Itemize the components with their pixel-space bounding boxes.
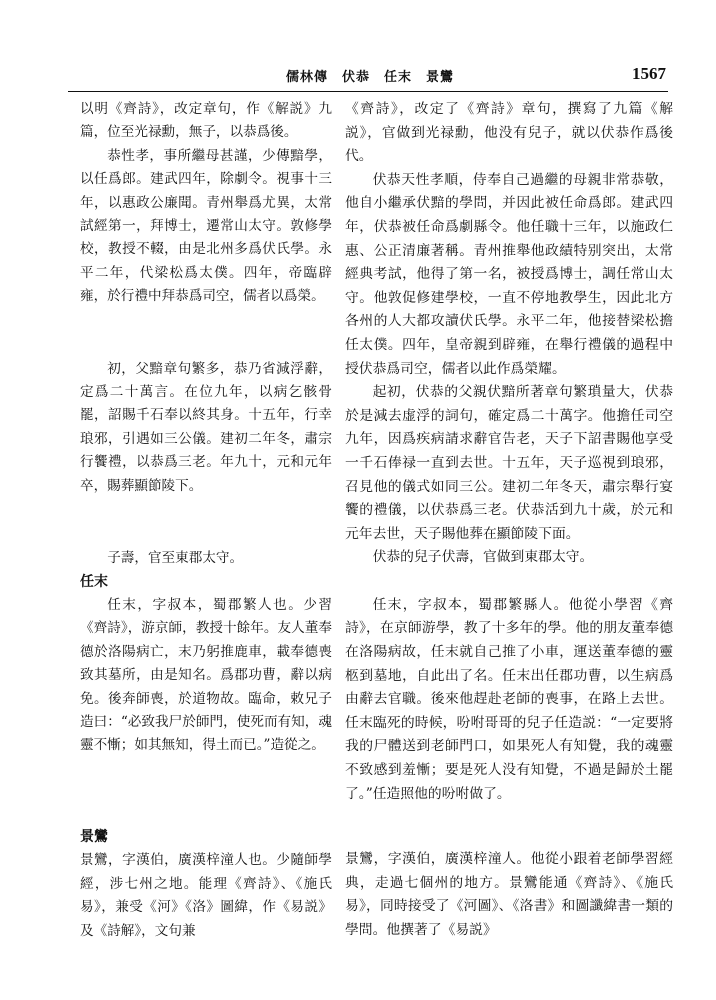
section-jingluan	[80, 826, 332, 943]
translation-jingluan	[345, 848, 673, 942]
section-title-jingluan: 景鸞	[80, 829, 108, 845]
paragraph: 任末，字叔本，蜀郡繁人也。少習《齊詩》，游京師，教授十餘年。友人董奉德於洛陽病亡，末乃躬推鹿車，載奉德喪致其墓所，由是知名。爲郡功曹，辭以病免。後奔師喪，於道物故。臨命，敕兄子造曰：“必致我尸於師門，使死而有知，魂靈不慚；如其無知，得土而已。”造從之。	[80, 596, 332, 754]
running-head: 儒林傳 伏恭 任末 景鸞	[286, 70, 455, 85]
paragraph: 任末，字叔本，蜀郡繁縣人。他從小學習《齊詩》，在京師游學，教了十多年的學。他的朋友董奉德在洛陽病故，任末就自己推了小車，運送董奉德的靈柩到墓地，自此出了名。任末出任郡功曹，以生病爲由辭去官職。後來他趕赴老師的喪事，在路上去世。任末臨死的時候，吩咐哥哥的兒子任造説：“一定要將我的尸體送到老師門口，如果死人有知覺，我的魂靈不致感到羞慚；要是死人没有知覺，不過是歸於土罷了。”任造照他的吩咐做了。	[345, 596, 673, 802]
section-title-renmo: 任末	[80, 573, 108, 590]
page-number: 1567	[632, 64, 666, 83]
classical-text-column	[80, 98, 332, 758]
paragraph: 景鸞，字漢伯，廣漢梓潼人也。少隨師學經，涉七州之地。能理《齊詩》、《施氏易》，兼受《河》《洛》圖緯，作《易説》及《詩解》，文句兼	[80, 852, 332, 939]
paragraph: 伏恭的兒子伏壽，官做到東郡太守。	[372, 549, 594, 566]
running-header	[0, 60, 716, 90]
paragraph: 子壽，官至東郡太守。	[107, 550, 244, 567]
translation-column	[345, 98, 673, 806]
paragraph: 以明《齊詩》，改定章句，作《解説》九篇，位至光禄勳，無子，以恭爲後。	[80, 101, 332, 141]
paragraph: 《齊詩》，改定了《齊詩》章句，撰寫了九篇《解説》，官做到光禄勳，他没有兒子，就以伏恭作爲後代。	[345, 101, 673, 165]
paragraph: 景鸞，字漢伯，廣漢梓潼人。他從小跟着老師學習經典，走過七個州的地方。景鸞能通《齊詩》、《施氏易》，同時接受了《河圖》、《洛書》和圖讖緯書一類的學問。他撰著了《易説》	[345, 851, 673, 938]
paragraph: 伏恭天性孝順，侍奉自己過繼的母親非常恭敬，他自小繼承伏黯的學問，并因此被任命爲郎。建武四年，伏恭被任命爲劇縣令。他任職十三年，以施政仁惠、公正清廉著稱。青州推舉他政績特别突出，太常經典考試，他得了第一名，被授爲博士，調任常山太守。他敦促修建學校，一直不停地教學生，因此北方各州的人大都攻讀伏氏學。永平二年，他接替梁松擔任太僕。四年，皇帝親到辟雍，在舉行禮儀的過程中授伏恭爲司空，儒者以此作爲榮耀。	[345, 171, 673, 377]
paragraph: 起初，伏恭的父親伏黯所著章句繁瑣量大，伏恭於是減去虚浮的詞句，確定爲二十萬字。他擔任司空九年，因爲疾病請求辭官告老，天子下詔書賜他享受一千石俸禄一直到去世。十五年，天子巡視到琅邪，召見他的儀式如同三公。建初二年冬天，肅宗舉行宴饗的禮儀，以伏恭爲三老。伏恭活到九十歲，於元和元年去世，天子賜他葬在顯節陵下面。	[345, 384, 673, 542]
paragraph: 初，父黯章句繁多，恭乃省減浮辭，定爲二十萬言。在位九年，以病乞骸骨罷，詔賜千石奉以終其身。十五年，行幸琅邪，引遇如三公儀。建初二年冬，肅宗行饗禮，以恭爲三老。年九十，元和元年卒，賜葬顯節陵下。	[80, 360, 332, 494]
paragraph: 恭性孝，事所繼母甚謹，少傳黯學，以任爲郎。建武四年，除劇令。視事十三年，以惠政公廉聞。青州舉爲尤異，太常試經第一，拜博士，遷常山太守。敦修學校，教授不輟，由是北州多爲伏氏學。永平二年，代梁松爲太僕。四年，帝臨辟雍，於行禮中拜恭爲司空，儒者以爲榮。	[80, 147, 332, 305]
header-rule	[68, 91, 668, 92]
